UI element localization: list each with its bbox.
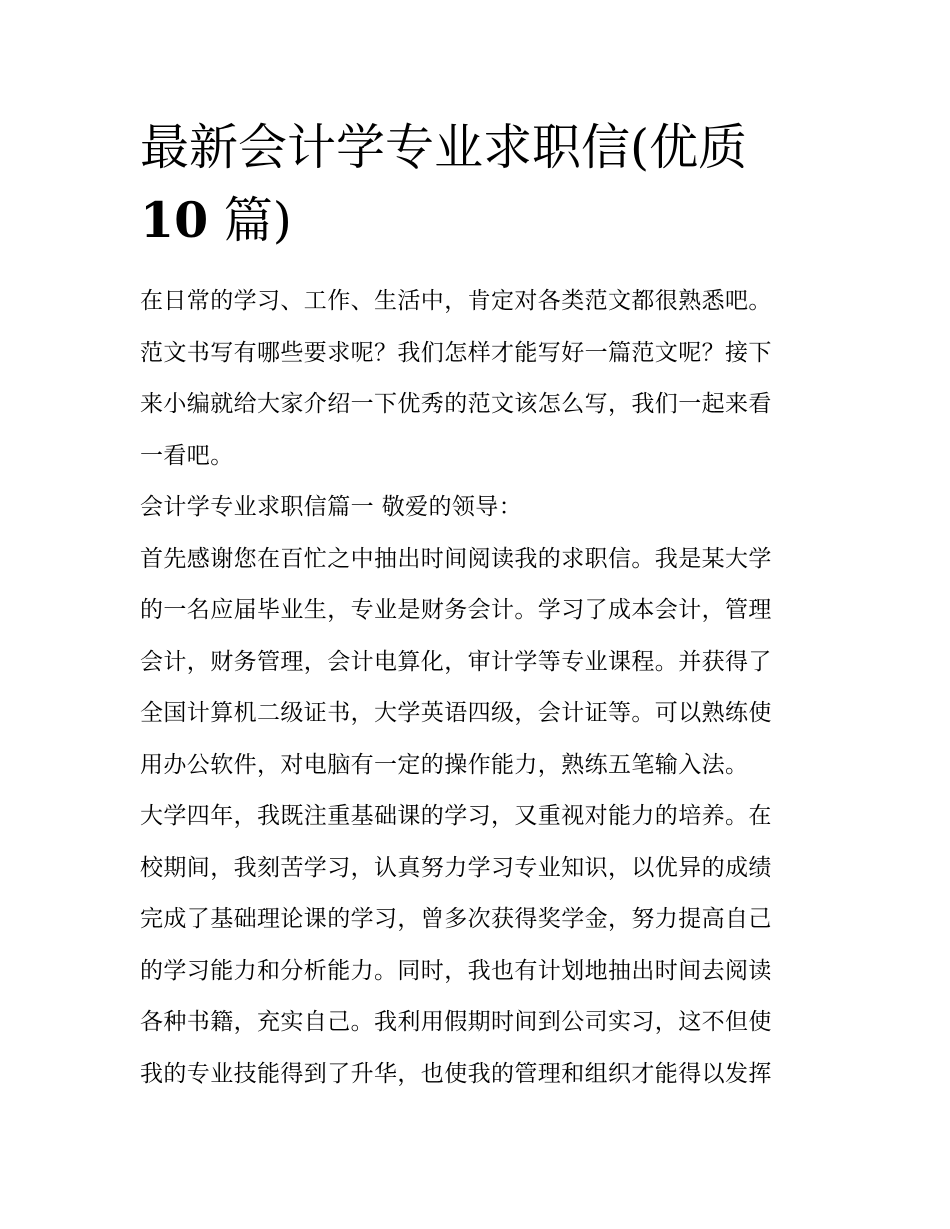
- body-line: 我的专业技能得到了升华，也使我的管理和组织才能得以发挥: [140, 1060, 772, 1087]
- document-body: [140, 276, 820, 1100]
- body-line: 用办公软件，对电脑有一定的操作能力，熟练五笔输入法。: [140, 751, 749, 778]
- body-line: 大学四年，我既注重基础课的学习，又重视对能力的培养。在: [140, 803, 772, 829]
- body-line: 范文书写有哪些要求呢？我们怎样才能写好一篇范文呢？接下: [140, 339, 772, 366]
- body-line: 完成了基础理论课的学习，曾多次获得奖学金，努力提高自己: [140, 906, 772, 932]
- body-line: 首先感谢您在百忙之中抽出时间阅读我的求职信。我是某大学: [140, 545, 772, 572]
- body-line: 在日常的学习、工作、生活中，肯定对各类范文都很熟悉吧。: [140, 288, 772, 314]
- title-line-1: 最新会计学专业求职信(优质: [140, 119, 748, 176]
- title-number: 10: [140, 191, 209, 249]
- document-title: [140, 112, 820, 257]
- body-line: 校期间，我刻苦学习，认真努力学习专业知识，以优异的成绩: [140, 854, 772, 881]
- section-heading: 会计学专业求职信篇一 敬爱的领导：: [140, 494, 523, 520]
- body-line: 的一名应届毕业生，专业是财务会计。学习了成本会计，管理: [140, 597, 772, 623]
- title-line-2: 篇): [208, 192, 292, 249]
- body-line: 来小编就给大家介绍一下优秀的范文该怎么写，我们一起来看: [140, 391, 772, 417]
- body-line: 一看吧。: [140, 442, 234, 469]
- body-line: 的学习能力和分析能力。同时，我也有计划地抽出时间去阅读: [140, 957, 772, 984]
- body-line: 会计，财务管理，会计电算化，审计学等专业课程。并获得了: [140, 648, 772, 675]
- body-line: 各种书籍，充实自己。我利用假期时间到公司实习，这不但使: [140, 1009, 772, 1035]
- body-line: 全国计算机二级证书，大学英语四级，会计证等。可以熟练使: [140, 700, 772, 726]
